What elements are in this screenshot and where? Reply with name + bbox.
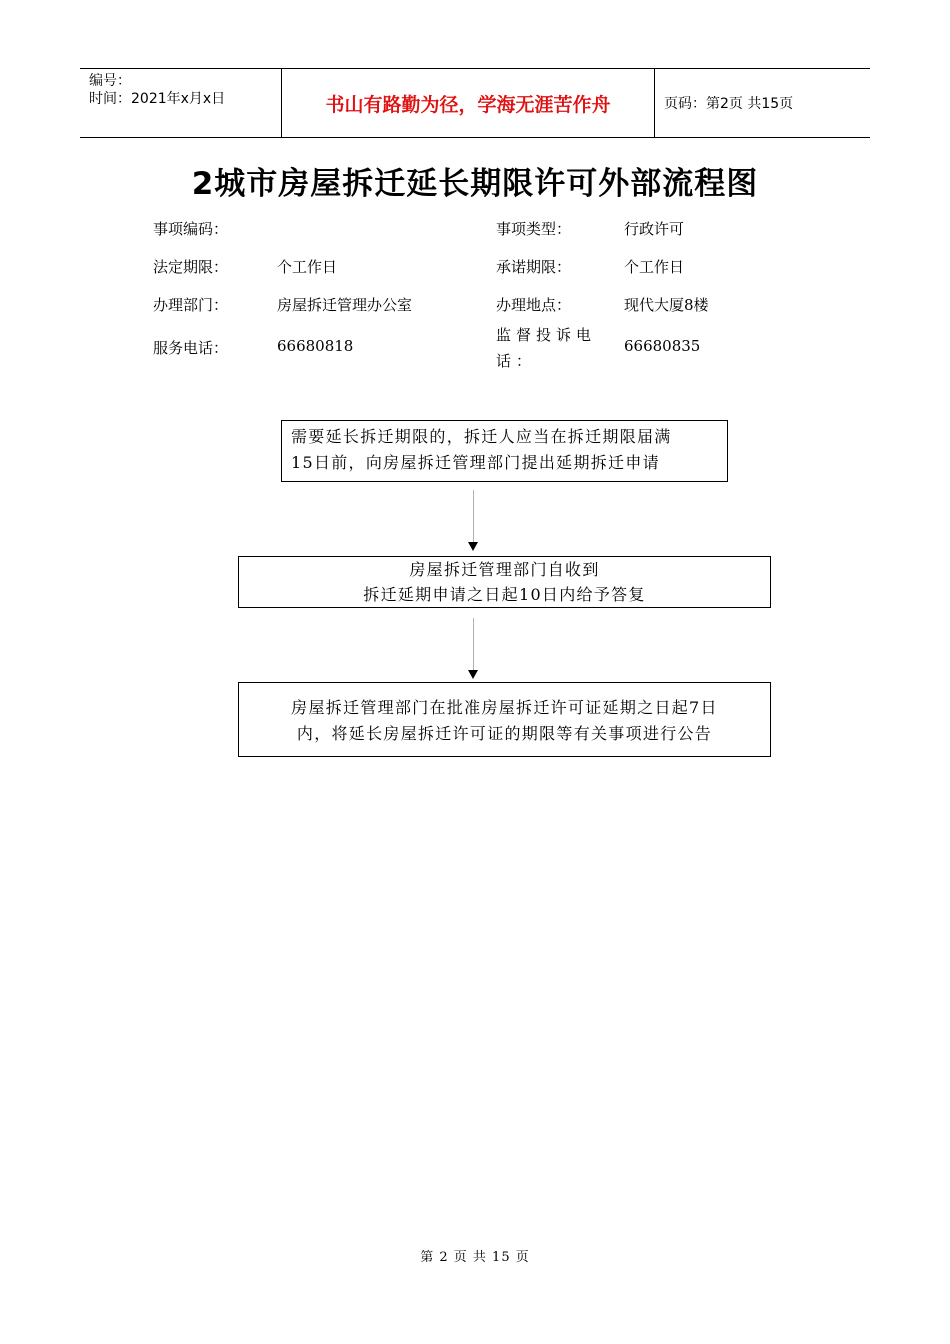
header-page-info: 页码：第2页 共15页 — [664, 96, 794, 112]
flow-step-announce-line2: 内，将延长房屋拆迁许可证的期限等有关事项进行公告 — [296, 724, 713, 743]
flow-connector-line — [473, 618, 474, 670]
document-code-label: 编号： — [89, 73, 131, 89]
location-value: 现代大厦8楼 — [624, 296, 709, 314]
service-phone-label: 服务电话： — [153, 339, 229, 357]
arrow-down-icon — [468, 542, 478, 551]
page-header — [80, 68, 870, 138]
item-type-value: 行政许可 — [624, 220, 685, 238]
page-footer: 第 2 页 共 15 页 — [420, 1250, 530, 1265]
location-label: 办理地点： — [496, 296, 572, 314]
item-code-label: 事项编码： — [153, 220, 229, 238]
legal-limit-value: 个工作日 — [277, 258, 338, 276]
flow-step-reply-line2: 拆迁延期申请之日起10日内给予答复 — [363, 585, 646, 604]
promised-limit-label: 承诺期限： — [496, 258, 572, 276]
promised-limit-value: 个工作日 — [624, 258, 685, 276]
header-motto: 书山有路勤为径，学海无涯苦作舟 — [282, 69, 655, 137]
flow-step-announce — [238, 682, 771, 757]
flow-step-announce-line1: 房屋拆迁管理部门在批准房屋拆迁许可证延期之日起7日 — [291, 698, 718, 717]
complaint-phone-value: 66680835 — [624, 337, 701, 355]
department-value: 房屋拆迁管理办公室 — [277, 296, 413, 314]
service-phone-value: 66680818 — [277, 337, 354, 355]
flow-step-apply — [281, 420, 728, 482]
complaint-phone-label: 监督投诉电话： — [496, 326, 597, 370]
legal-limit-label: 法定期限： — [153, 258, 229, 276]
flow-step-reply-line1: 房屋拆迁管理部门自收到 — [409, 560, 600, 579]
page-title: 2城市房屋拆迁延长期限许可外部流程图 — [191, 166, 759, 202]
item-type-label: 事项类型： — [496, 220, 572, 238]
flow-step-reply — [238, 556, 771, 608]
department-label: 办理部门： — [153, 296, 229, 314]
flow-step-apply-line2: 15日前，向房屋拆迁管理部门提出延期拆迁申请 — [291, 453, 660, 472]
arrow-down-icon — [468, 670, 478, 679]
document-time-label: 时间：2021年x月x日 — [89, 91, 226, 107]
header-meta — [80, 69, 282, 137]
flow-step-apply-line1: 需要延长拆迁期限的，拆迁人应当在拆迁期限届满 — [291, 427, 672, 446]
flow-connector-line — [473, 490, 474, 542]
